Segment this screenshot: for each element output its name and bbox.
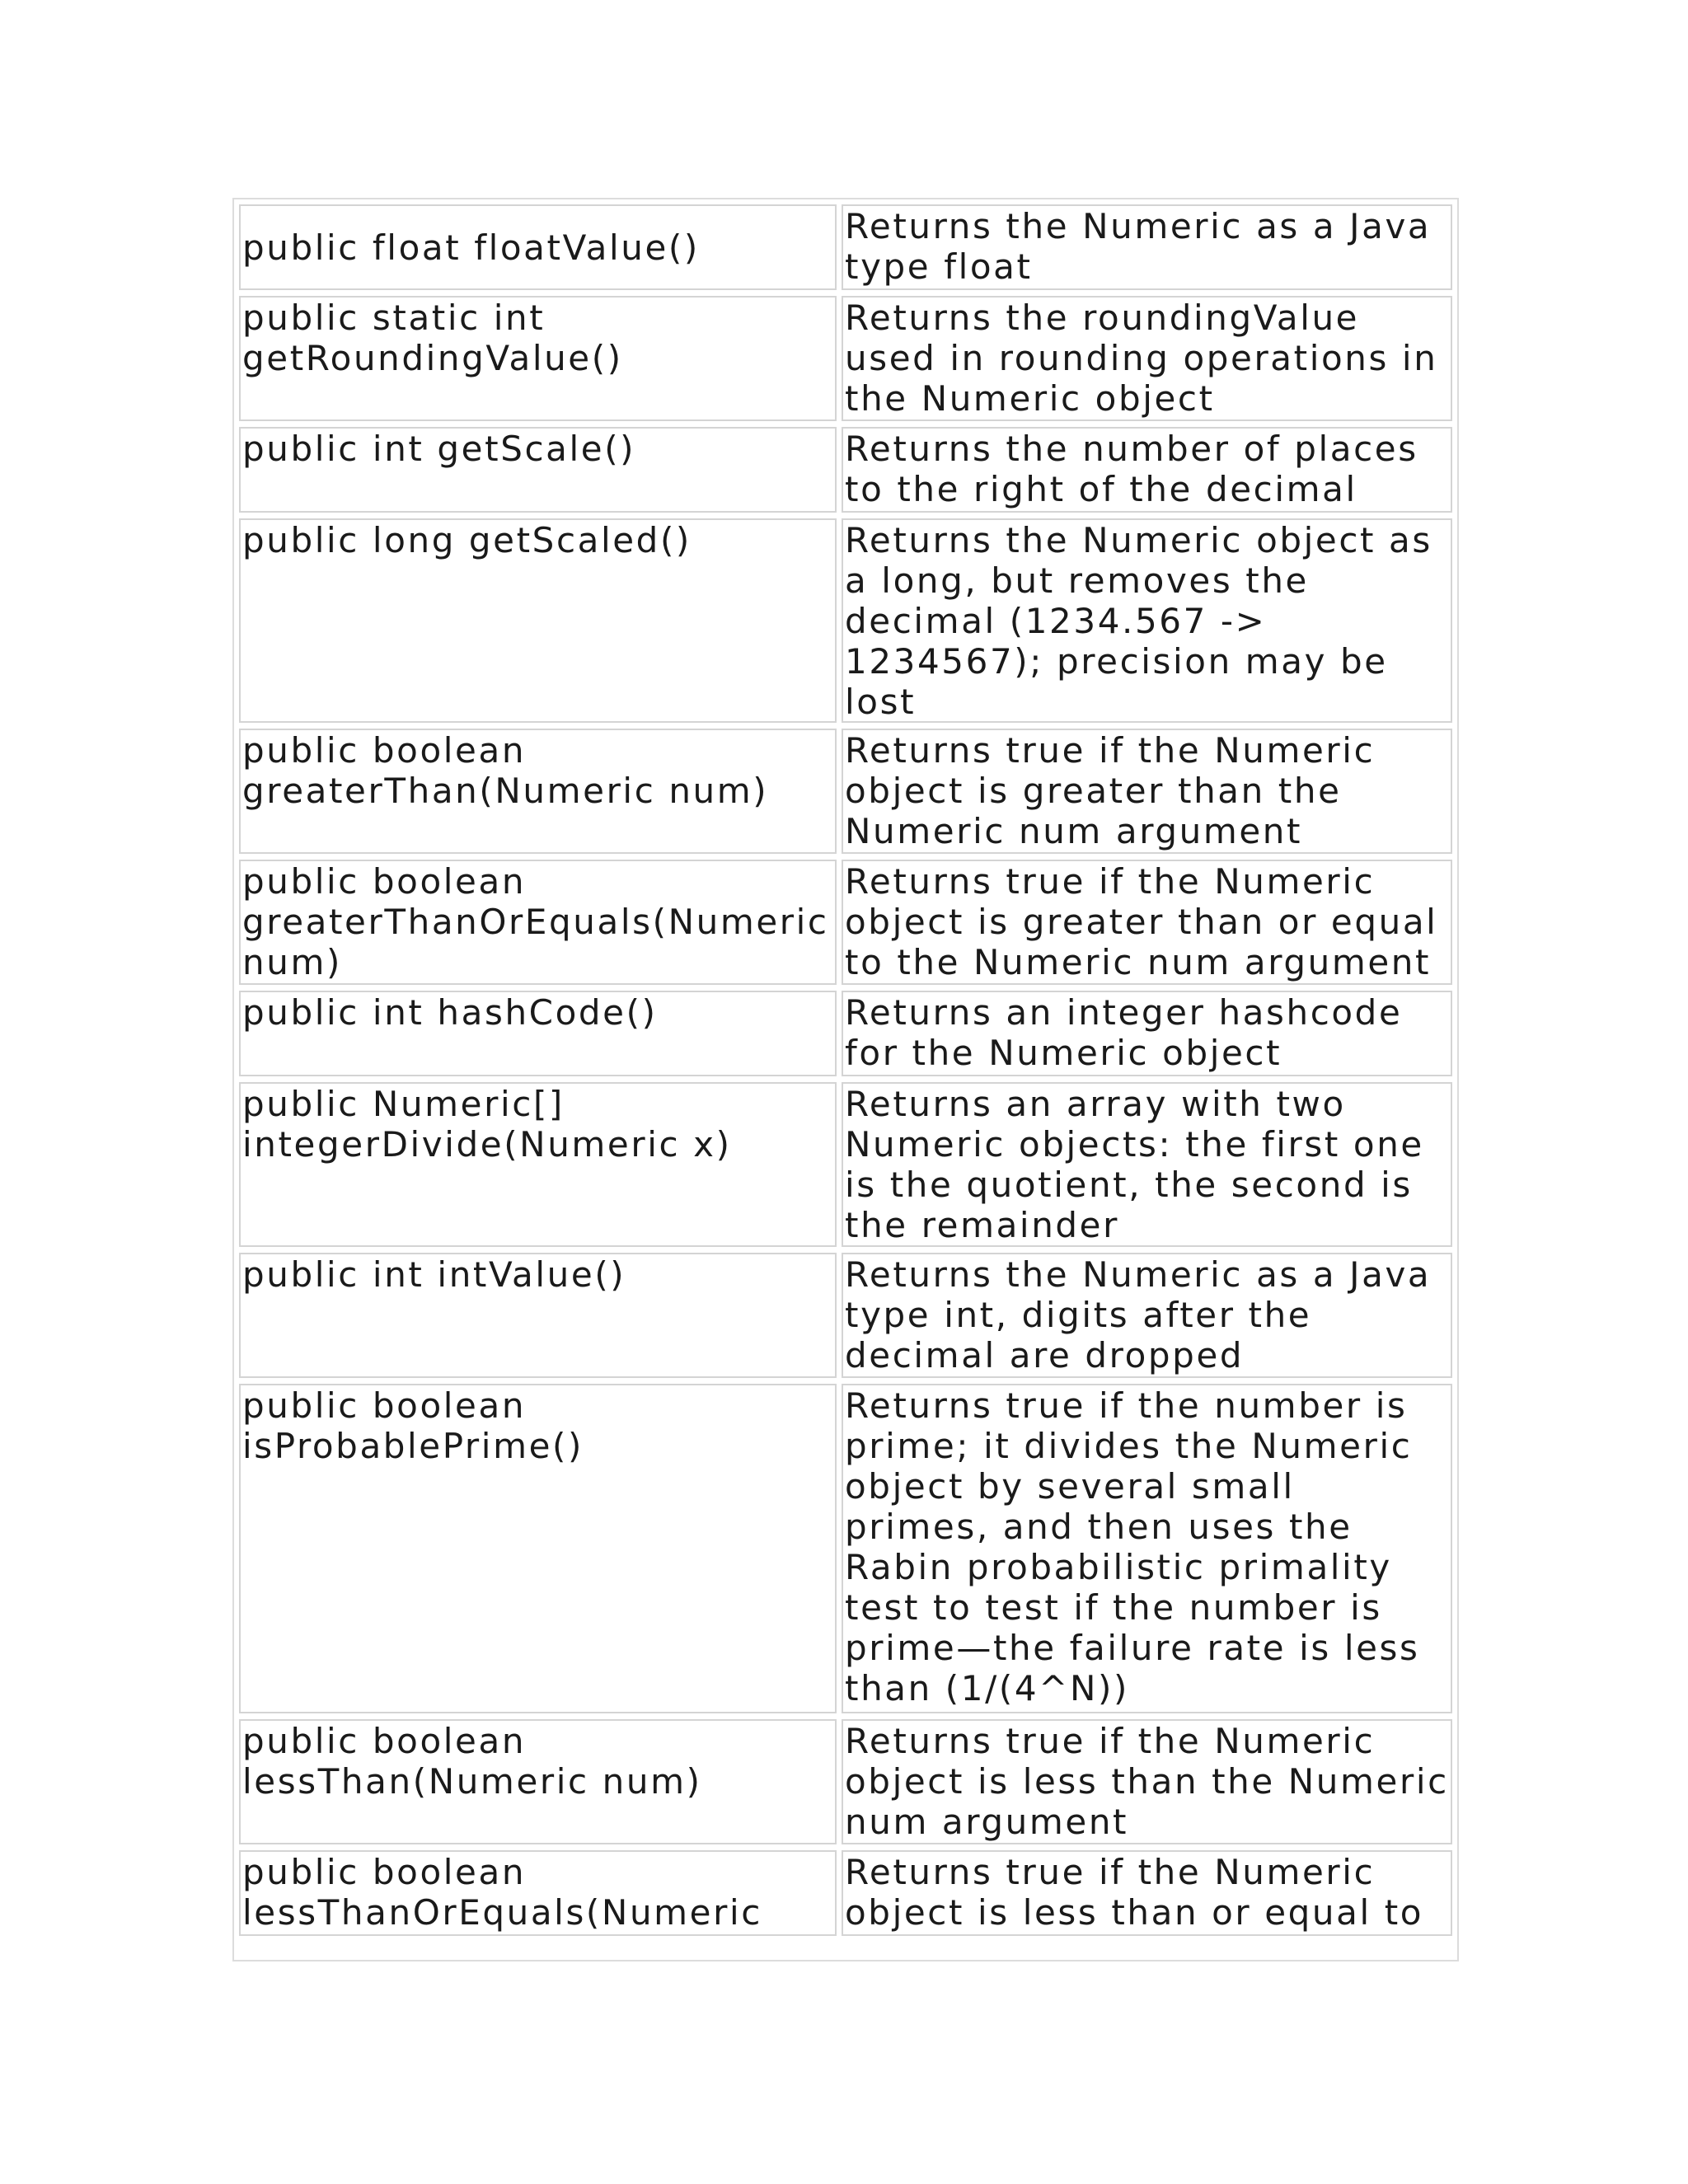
table-row xyxy=(239,1082,1452,1247)
table-row xyxy=(239,991,1452,1076)
method-description: Returns true if the Numeric object is less than the Numeric num argument xyxy=(842,1719,1452,1844)
method-table xyxy=(232,198,1459,1961)
signature-text: public float floatValue() xyxy=(242,227,700,268)
method-signature: public int getScale() xyxy=(239,427,837,513)
method-signature xyxy=(239,204,837,290)
table-row xyxy=(239,296,1452,421)
method-signature: public long getScaled() xyxy=(239,518,837,723)
method-description: Returns true if the Numeric object is greater than or equal to the Numeric num argument xyxy=(842,860,1452,985)
method-signature: public boolean lessThanOrEquals(Numeric xyxy=(239,1850,837,1936)
table-row xyxy=(239,729,1452,854)
table-row xyxy=(239,518,1452,723)
table-row xyxy=(239,1850,1452,1936)
method-signature: public boolean lessThan(Numeric num) xyxy=(239,1719,837,1844)
method-description: Returns true if the Numeric object is greater than the Numeric num argument xyxy=(842,729,1452,854)
method-description: Returns the roundingValue used in rounding operations in the Numeric object xyxy=(842,296,1452,421)
method-description: Returns an array with two Numeric objects: the first one is the quotient, the second is the remainder xyxy=(842,1082,1452,1247)
method-description: Returns true if the Numeric object is less than or equal to xyxy=(842,1850,1452,1936)
method-description: Returns the Numeric as a Java type int, digits after the decimal are dropped xyxy=(842,1253,1452,1378)
method-signature: public int hashCode() xyxy=(239,991,837,1076)
method-description: Returns the number of places to the right of the decimal xyxy=(842,427,1452,513)
method-signature: public static int getRoundingValue() xyxy=(239,296,837,421)
table-row xyxy=(239,1719,1452,1844)
method-description: Returns an integer hashcode for the Numeric object xyxy=(842,991,1452,1076)
method-signature: public boolean greaterThanOrEquals(Numeric num) xyxy=(239,860,837,985)
method-signature: public boolean greaterThan(Numeric num) xyxy=(239,729,837,854)
table-row xyxy=(239,1253,1452,1378)
table-row xyxy=(239,204,1452,290)
table-row xyxy=(239,860,1452,985)
method-description: Returns true if the number is prime; it divides the Numeric object by several small primes, and then uses the Rabin probabilistic primality test to test if the number is prime—the failure rate is less than (1/(4^N)) xyxy=(842,1384,1452,1713)
table-row xyxy=(239,427,1452,513)
method-signature: public Numeric[] integerDivide(Numeric x) xyxy=(239,1082,837,1247)
method-signature: public int intValue() xyxy=(239,1253,837,1378)
table-row xyxy=(239,1384,1452,1713)
method-description: Returns the Numeric object as a long, but removes the decimal (1234.567 -> 1234567); precision may be lost xyxy=(842,518,1452,723)
method-signature: public boolean isProbablePrime() xyxy=(239,1384,837,1713)
method-description: Returns the Numeric as a Java type float xyxy=(842,204,1452,290)
